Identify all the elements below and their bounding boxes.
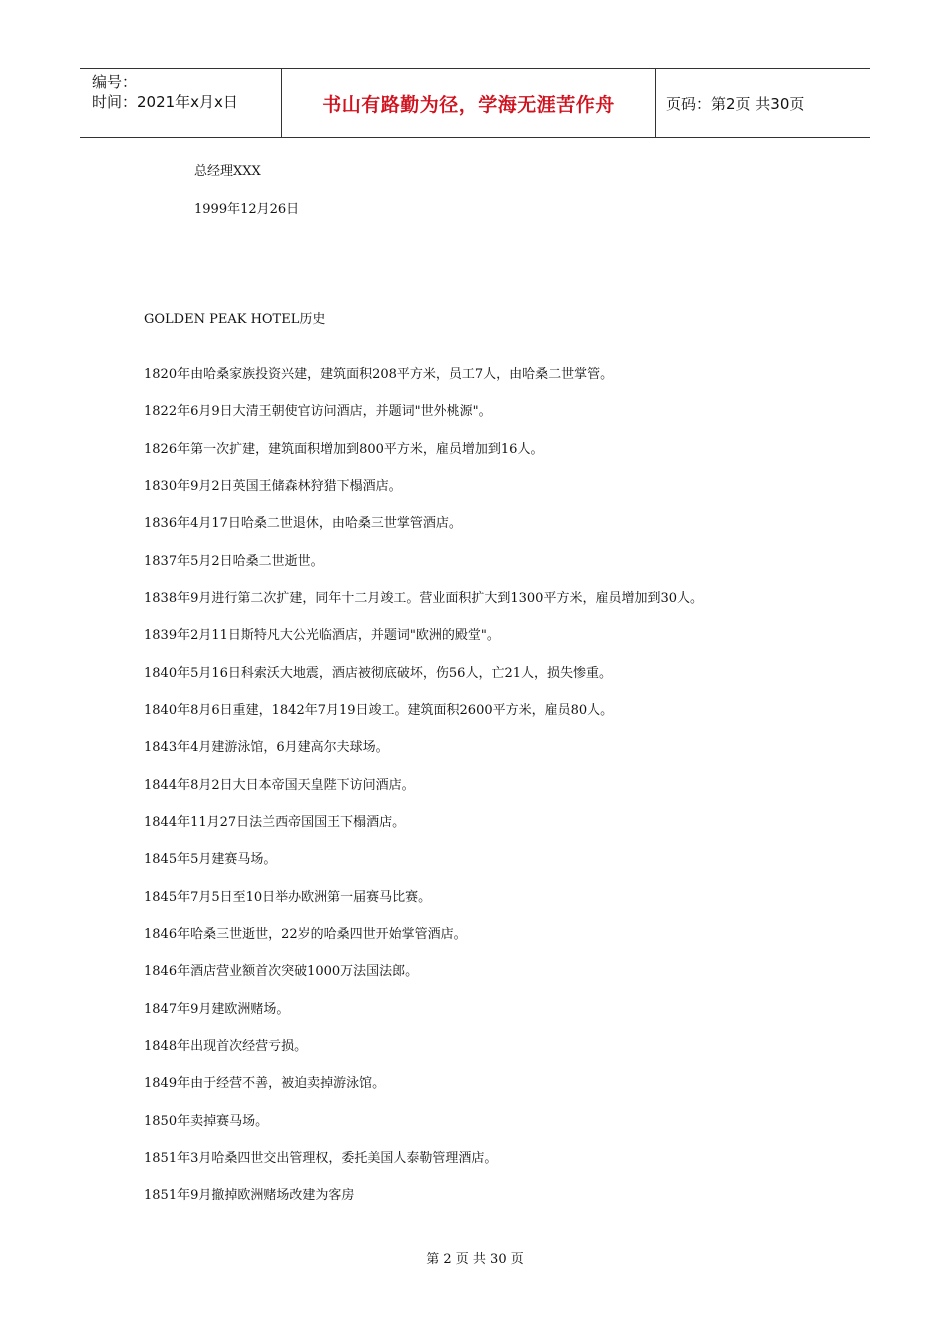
history-entry: 1838年9月进行第二次扩建，同年十二月竣工。营业面积扩大到1300平方米，雇员增加到30人。 (144, 591, 703, 606)
history-entry: 1845年5月建赛马场。 (144, 852, 277, 867)
signature-name: 总经理XXX (194, 164, 261, 179)
history-entry: 1851年9月撤掉欧洲赌场改建为客房 (144, 1188, 355, 1203)
header-motto-cell (282, 69, 656, 137)
history-entry: 1840年5月16日科索沃大地震，酒店被彻底破坏，伤56人，亡21人，损失惨重。 (144, 666, 612, 681)
history-entry: 1820年由哈桑家族投资兴建，建筑面积208平方米，员工7人，由哈桑二世掌管。 (144, 367, 614, 382)
history-entry: 1846年酒店营业额首次突破1000万法国法郎。 (144, 964, 419, 979)
history-entry: 1830年9月2日英国王储森林狩猎下榻酒店。 (144, 479, 402, 494)
history-entry: 1822年6月9日大清王朝使官访问酒店，并题词"世外桃源"。 (144, 404, 492, 419)
header-meta (80, 69, 282, 137)
page-footer: 第 2 页 共 30 页 (426, 1252, 524, 1267)
history-entry: 1849年由于经营不善，被迫卖掉游泳馆。 (144, 1076, 386, 1091)
section-title: GOLDEN PEAK HOTEL历史 (144, 312, 326, 327)
history-entry: 1826年第一次扩建，建筑面积增加到800平方米，雇员增加到16人。 (144, 442, 544, 457)
history-entry: 1837年5月2日哈桑二世逝世。 (144, 554, 324, 569)
header-page-info: 页码：第2页 共30页 (666, 94, 805, 113)
history-entry: 1843年4月建游泳馆，6月建高尔夫球场。 (144, 740, 389, 755)
history-entry: 1844年8月2日大日本帝国天皇陛下访问酒店。 (144, 778, 415, 793)
history-entry: 1836年4月17日哈桑二世退休，由哈桑三世掌管酒店。 (144, 516, 462, 531)
history-entry: 1844年11月27日法兰西帝国国王下榻酒店。 (144, 815, 406, 830)
history-entry: 1846年哈桑三世逝世，22岁的哈桑四世开始掌管酒店。 (144, 927, 467, 942)
signature-date: 1999年12月26日 (194, 202, 300, 217)
history-entry: 1848年出现首次经营亏损。 (144, 1039, 308, 1054)
history-entry: 1840年8月6日重建，1842年7月19日竣工。建筑面积2600平方米，雇员80人。 (144, 703, 614, 718)
header-motto: 书山有路勤为径，学海无涯苦作舟 (322, 93, 615, 116)
page-header (80, 68, 870, 138)
history-entry: 1851年3月哈桑四世交出管理权，委托美国人泰勒管理酒店。 (144, 1151, 498, 1166)
document-number-label: 编号： (92, 73, 138, 91)
history-entry: 1847年9月建欧洲赌场。 (144, 1002, 290, 1017)
document-time-label: 时间：2021年x月x日 (92, 93, 238, 111)
history-entry: 1850年卖掉赛马场。 (144, 1114, 269, 1129)
history-entry: 1845年7月5日至10日举办欧洲第一届赛马比赛。 (144, 890, 432, 905)
history-entry: 1839年2月11日斯特凡大公光临酒店，并题词"欧洲的殿堂"。 (144, 628, 500, 643)
